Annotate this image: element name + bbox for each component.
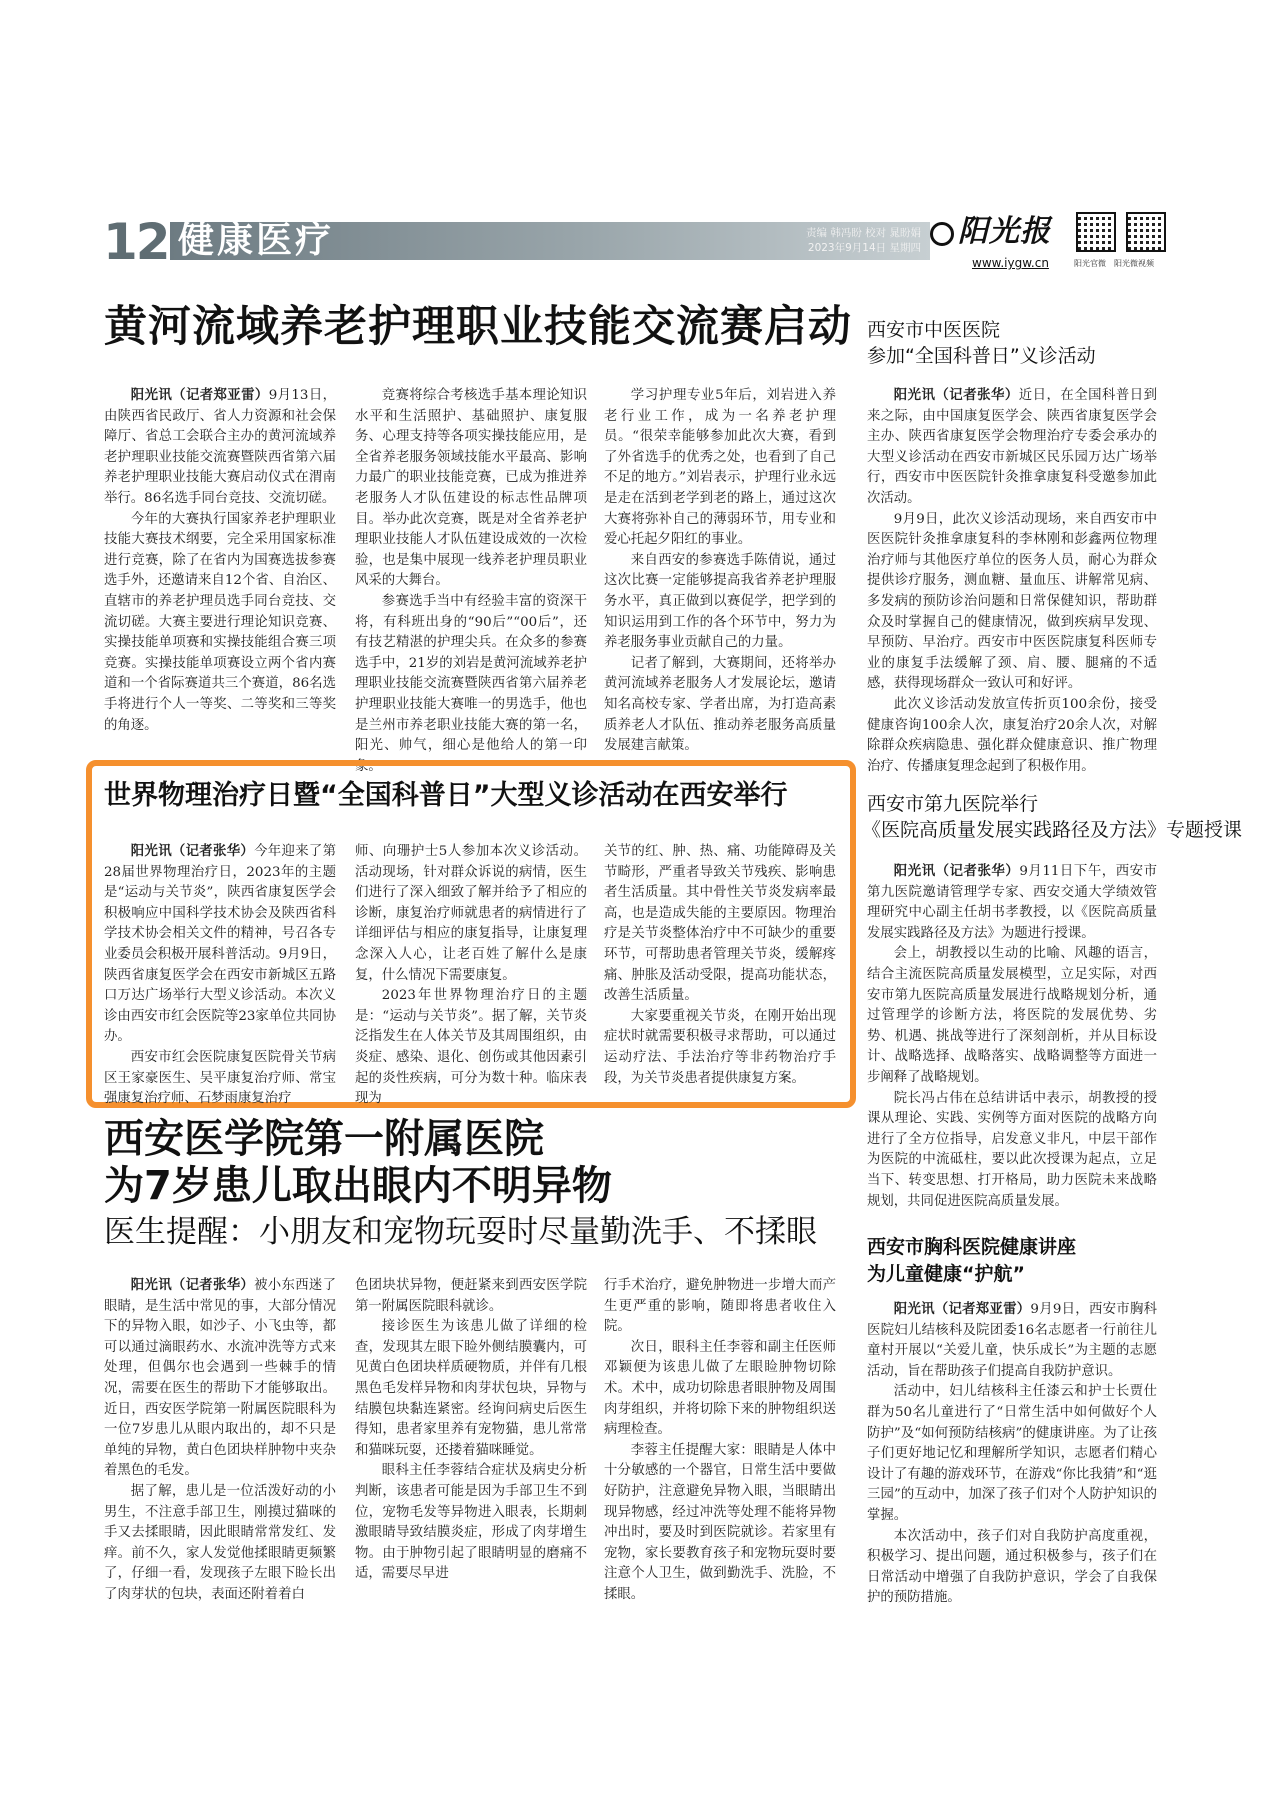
sun-logo-icon: [930, 222, 954, 246]
article-column: 学习护理专业5年后，刘岩进入养老行业工作，成为一名养老护理员。“很荣幸能够参加此次大赛，看到了外省选手的优秀之处，也看到了自己不足的地方。”刘岩表示，护理行业永远是走在活到老学到老的路上，通过这次大赛将弥补自己的薄弱环节，用专业和爱心托起夕阳红的事业。 来自西安的参赛选手陈倩说，通过这次比赛一定能够提高我省养老护理服务水平，真正做到以赛促学，把学到的知识运用到工作的各个环节中，努力为养老服务事业贡献自己的力量。 记者了解到，大赛期间，还将举办黄河流域养老服务人才发展论坛，邀请知名高校专家、学者出席，为打造高素质养老人才队伍、推动养老服务高质量发展建言献策。: [604, 388, 836, 754]
qr-code-icon[interactable]: [1126, 212, 1166, 252]
article-column: 竞赛将综合考核选手基本理论知识水平和生活照护、基础照护、康复服务、心理支持等各项实操技能应用，是全省养老服务领域技能水平最高、影响力最广的职业技能竞赛，已成为推进养老服务人才队伍建设的标志性品牌项目。举办此次竞赛，既是对全省养老护理职业技能人才队伍建设成效的一次检验，也是集中展现一线养老护理员职业风采的大舞台。 参赛选手当中有经验丰富的资深干将，有科班出身的“90后”“00后”，还有技艺精湛的护理尖兵。在众多的参赛选手中，21岁的刘岩是黄河流域养老护理职业技能交流赛暨陕西省第六届养老护理职业技能大赛唯一的男选手，他也是兰州市养老职业技能大赛的第一名，阳光、帅气，细心是他给人的第一印象。: [355, 388, 587, 774]
byline: 阳光讯（记者张华）: [130, 844, 255, 859]
qr-caption: 阳光官微: [1074, 259, 1106, 268]
site-url-link[interactable]: www.iygw.cn: [972, 256, 1049, 270]
article-headline: 西安医学院第一附属医院: [104, 1116, 544, 1162]
byline: 阳光讯（记者郑亚雷）: [893, 1302, 1031, 1317]
section-title: 健康医疗: [178, 220, 335, 261]
article-headline: 世界物理治疗日暨“全国科普日”大型义诊活动在西安举行: [104, 780, 788, 811]
qr-caption: 阳光微视频: [1114, 259, 1154, 268]
article-column: 行手术治疗，避免肿物进一步增大而产生更严重的影响，随即将患者收住入院。 次日，眼科主任李蓉和副主任医师邓颖便为该患儿做了左眼睑肿物切除术。术中，成功切除患者眼肿物及周围肉芽组织，并将切除下来的肿物组织送病理检查。 李蓉主任提醒大家：眼睛是人体中十分敏感的一个器官，日常生活中要做好防护，注意避免异物入眼，当眼睛出现异物感，经过冲洗等处理不能将异物冲出时，要及时到医院就诊。若家里有宠物，家长要教育孩子和宠物玩耍时要注意个人卫生，做到勤洗手、洗脸，不揉眼。: [604, 1278, 836, 1602]
side-headline: 为儿童健康“护航”: [867, 1263, 1025, 1285]
qr-code-icon[interactable]: [1076, 212, 1116, 252]
header-meta: [765, 226, 921, 256]
side-headline: 《医院高质量发展实践路径及方法》专题授课: [862, 819, 1243, 841]
page-number: 12: [103, 213, 169, 271]
article-column: 阳光讯（记者郑亚雷）9月13日，由陕西省民政厅、省人力资源和社会保障厅、省总工会联合主办的黄河流域养老护理职业技能交流赛暨陕西省第六届养老护理职业技能大赛启动仪式在渭南举行。86名选手同台竞技、交流切磋。 今年的大赛执行国家养老护理职业技能大赛技术纲要，完全采用国家标准进行竞赛，除了在省内为国赛选拔参赛选手外，还邀请来自12个省、自治区、直辖市的养老护理员选手同台竞技、交流切磋。大赛主要进行理论知识竞赛、实操技能单项赛和实操技能组合赛三项竞赛。实操技能单项赛设立两个省内赛道和一个省际赛道共三个赛道，86名选手将进行个人一等奖、二等奖和三等奖的角逐。: [104, 388, 337, 733]
article-column: 阳光讯（记者张华）近日，在全国科普日到来之际，由中国康复医学会、陕西省康复医学会主办、陕西省康复医学会物理治疗专委会承办的大型义诊活动在西安市新城区民乐园万达广场举行，西安市中医医院针灸推拿康复科受邀参加此次活动。 9月9日，此次义诊活动现场，来自西安市中医医院针灸推拿康复科的李林刚和彭鑫两位物理治疗师与其他医疗单位的医务人员，耐心为群众提供诊疗服务，测血糖、量血压、讲解常见病、多发病的预防诊治问题和日常保健知识，帮助群众及时掌握自己的健康情况，做到疾病早发现、早预防、早治疗。西安市中医医院康复科医师专业的康复手法缓解了颈、肩、腰、腿痛的不适感，获得现场群众一致认可和好评。 此次义诊活动发放宣传折页100余份，接受健康咨询100余人次，康复治疗20余人次，对解除群众疾病隐患、强化群众健康意识、推广物理治疗、传播康复理念起到了积极作用。: [867, 388, 1157, 774]
side-headline: 参加“全国科普日”义诊活动: [867, 345, 1096, 367]
article-column: 阳光讯（记者郑亚雷）9月9日，西安市胸科医院妇儿结核科及院团委16名志愿者一行前往儿童村开展以“关爱儿童，快乐成长”为主题的志愿活动，旨在帮助孩子们提高自我防护意识。 活动中，妇儿结核科主任漆云和护士长贾仕群为50名儿童进行了“日常生活中如何做好个人防护”及“如何预防结核病”的健康讲座。为了让孩子们更好地记忆和理解所学知识，志愿者们精心设计了有趣的游戏环节，在游戏“你比我猜”和“逛三园”的互动中，加深了孩子们对个人防护知识的掌握。 本次活动中，孩子们对自我防护高度重视，积极学习、提出问题，通过积极参与，孩子们在日常活动中增强了自我防护意识，学会了自我保护的预防措施。: [867, 1302, 1157, 1606]
byline: 阳光讯（记者张华）: [130, 1278, 255, 1293]
date-line: 2023年9月14日 星期四: [807, 242, 921, 254]
byline: 阳光讯（记者张华）: [893, 864, 1020, 879]
byline: 阳光讯（记者张华）: [893, 388, 1019, 403]
article-headline: 为7岁患儿取出眼内不明异物: [104, 1163, 612, 1209]
article-column: 关节的红、肿、热、痛、功能障碍及关节畸形，严重者导致关节残疾、影响患者生活质量。其中骨性关节炎发病率最高，也是造成失能的主要原因。物理治疗是关节炎整体治疗中不可缺少的重要环节，可帮助患者管理关节炎，缓解疼痛、肿胀及活动受限，提高功能状态，改善生活质量。 大家要重视关节炎，在刚开始出现症状时就需要积极寻求帮助，可以通过运动疗法、手法治疗等非药物治疗手段，为关节炎患者提供康复方案。: [604, 844, 836, 1086]
article-headline: 黄河流域养老护理职业技能交流赛启动: [104, 302, 852, 352]
side-headline: 西安市胸科医院健康讲座: [867, 1236, 1077, 1258]
newspaper-logo: 阳光报: [958, 214, 1051, 249]
article-column: 阳光讯（记者张华）今年迎来了第28届世界物理治疗日，2023年的主题是“运动与关节炎”，陕西省康复医学会积极响应中国科学技术协会及陕西省科学技术协会相关文件的精神，号召各专业委员会积极开展科普活动。9月9日，陕西省康复医学会在西安市新城区五路口万达广场举行大型义诊活动。本次义诊由西安市红会医院等23家单位共同协办。 西安市红会医院康复医院骨关节病区王家豪医生、吴平康复治疗师、常宝强康复治疗师、石梦雨康复治疗: [104, 844, 337, 1107]
byline: 阳光讯（记者郑亚雷）: [130, 388, 269, 403]
article-column: 色团块状异物，便赶紧来到西安医学院第一附属医院眼科就诊。 接诊医生为该患儿做了详细的检查，发现其左眼下睑外侧结膜囊内，可见黄白色团块样质硬物质，并伴有几根黑色毛发样异物和肉芽状包块，异物与结膜包块黏连紧密。经询问病史后医生得知，患者家里养有宠物猫，患儿常常和猫咪玩耍，还搂着猫咪睡觉。 眼科主任李蓉结合症状及病史分析判断，该患者可能是因为手部卫生不到位，宠物毛发等异物进入眼表，长期刺激眼睛导致结膜炎症，形成了肉芽增生物。由于肿物引起了眼睛明显的磨痛不适，需要尽早进: [355, 1278, 587, 1582]
editor-line: 责编 韩冯盼 校对 晁盼娟: [805, 227, 921, 239]
side-headline: 西安市中医医院: [867, 319, 1001, 341]
article-column: 阳光讯（记者张华）被小东西迷了眼睛，是生活中常见的事，大部分情况下的异物入眼，如沙子、小飞虫等，都可以通过滴眼药水、水流冲洗等方式来处理，但偶尔也会遇到一些棘手的情况，需要在医生的帮助下才能够取出。近日，西安医学院第一附属医院眼科为一位7岁患儿从眼内取出的，却不只是单纯的异物，黄白色团块样肿物中夹杂着黑色的毛发。 据了解，患儿是一位活泼好动的小男生，不注意手部卫生，刚摸过猫咪的手又去揉眼睛，因此眼睛常常发红、发痒。前不久，家人发觉他揉眼睛更频繁了，仔细一看，发现孩子左眼下睑长出了肉芽状的包块，表面还附着着白: [104, 1278, 337, 1602]
article-subtitle: 医生提醒：小朋友和宠物玩耍时尽量勤洗手、不揉眼: [104, 1214, 817, 1250]
article-column: 阳光讯（记者张华）9月11日下午，西安市第九医院邀请管理学专家、西安交通大学绩效管理研究中心副主任胡书孝教授，以《医院高质量发展实践路径及方法》为题进行授课。 会上，胡教授以生动的比喻、风趣的语言，结合主流医院高质量发展模型，立足实际，对西安市第九医院高质量发展进行战略规划分析，通过管理学的诊断方法，将医院的发展优势、劣势、机遇、挑战等进行了深刻剖析，并从目标设计、战略选择、战略落实、战略调整等方面进一步阐释了战略规划。 院长冯占伟在总结讲话中表示，胡教授的授课从理论、实践、实例等方面对医院的战略方向进行了全方位指导，启发意义非凡，中层干部作为医院的中流砥柱，要以此次授课为起点，立足当下、转变思想、打开格局，助力医院未来战略规划，共同促进医院高质量发展。: [867, 864, 1157, 1209]
side-headline: 西安市第九医院举行: [867, 793, 1039, 815]
article-column: 师、向珊护士5人参加本次义诊活动。活动现场，针对群众诉说的病情，医生们进行了深入细致了解并给予了相应的诊断，康复治疗师就患者的病情进行了详细评估与相应的康复指导，让康复理念深入人心，让老百姓了解什么是康复，什么情况下需要康复。 2023年世界物理治疗日的主题是：“运动与关节炎”。据了解，关节炎泛指发生在人体关节及其周围组织，由炎症、感染、退化、创伤或其他因素引起的炎性疾病，可分为数十种。临床表现为: [355, 844, 587, 1107]
